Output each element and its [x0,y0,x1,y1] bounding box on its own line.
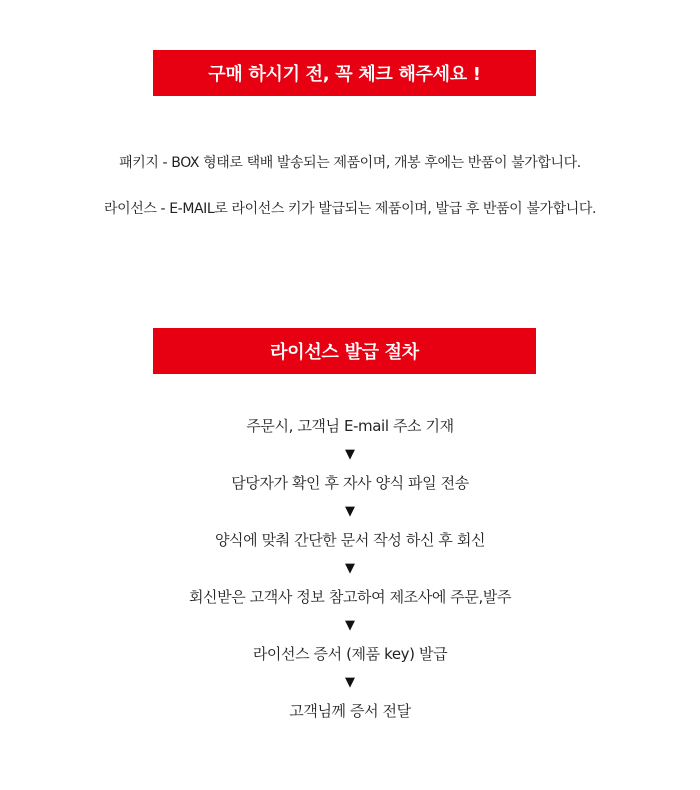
check-before-purchase-banner: 구매 하시기 전, 꼭 체크 해주세요 ! [153,50,536,96]
down-arrow-icon: ▼ [345,561,355,576]
down-arrow-icon: ▼ [345,675,355,690]
procedure-step-5: 라이선스 증서 (제품 key) 발급 [252,645,448,663]
procedure-steps [0,412,700,725]
down-arrow-icon: ▼ [345,618,355,633]
procedure-step-4: 회신받은 고객사 정보 참고하여 제조사에 주문,발주 [188,588,512,606]
package-notice: 패키지 - BOX 형태로 택배 발송되는 제품이며, 개봉 후에는 반품이 불가합니다. [119,155,581,171]
down-arrow-icon: ▼ [345,504,355,519]
procedure-step-1: 주문시, 고객님 E-mail 주소 기재 [246,417,454,435]
down-arrow-icon: ▼ [345,447,355,462]
license-issuance-procedure-banner: 라이선스 발급 절차 [153,328,536,374]
procedure-step-3: 양식에 맞춰 간단한 문서 작성 하신 후 회신 [214,531,486,549]
procedure-step-2: 담당자가 확인 후 자사 양식 파일 전송 [231,474,469,492]
license-notice: 라이선스 - E-MAIL로 라이선스 키가 발급되는 제품이며, 발급 후 반품이 불가합니다. [103,201,597,217]
procedure-step-6: 고객님께 증서 전달 [289,702,411,720]
